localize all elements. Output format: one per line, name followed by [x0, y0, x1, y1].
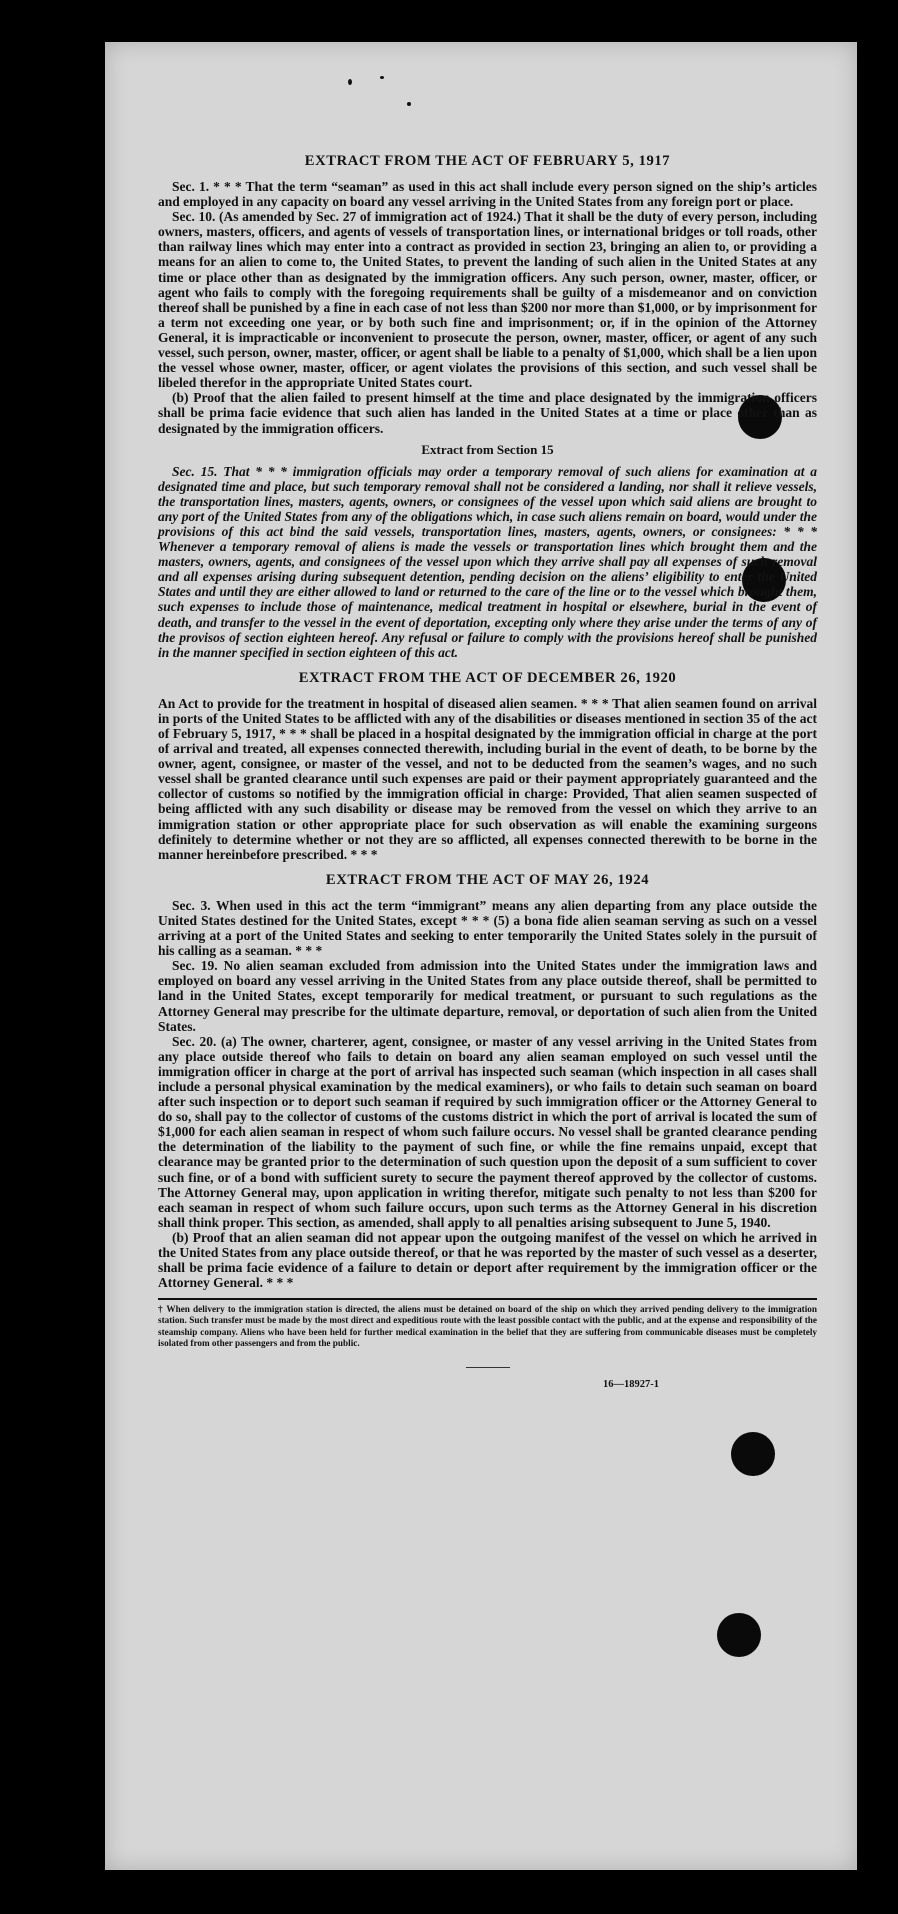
- punch-hole: [717, 1613, 761, 1657]
- document-page: [105, 42, 857, 1870]
- speck: [348, 79, 352, 85]
- heading-section-15: Extract from Section 15: [421, 441, 554, 457]
- footnote: † When delivery to the immigration station is directed, the aliens must be detained on board of the ship on which they arrived pending delivery to the immigration station. Such transfer must be made by the most direct and expeditious route with the least possible contact with the public, and at the expense and responsibility of the steamship company. Aliens who have been held for further medical examination in the belief that they are suffering from communicable diseases must be completely isolated from other passengers and from the public.: [158, 1298, 817, 1349]
- speck: [380, 76, 384, 79]
- form-number: 16—18927-1: [603, 1379, 659, 1391]
- paragraph-sec-10b: (b) Proof that the alien failed to present himself at the time and place designated by the immigration officers shall be prima facie evidence that such alien has landed in the United States at a time or place other than as designated by the immigration officers.: [158, 390, 817, 436]
- paragraph-act-1920: An Act to provide for the treatment in hospital of diseased alien seamen. * * * That alien seamen found on arrival in ports of the United States to be afflicted with any of the disabilities or diseases mentioned in section 35 of the act of February 5, 1917, * * * shall be placed in a hospital designated by the immigration official in charge at the port of arrival and treated, all expenses connected therewith, including burial in the event of death, to be borne by the owner, agent, consignee, or master of the vessel, and not to be deducted from the seamen’s wages, and no such vessel shall be granted clearance until such expenses are paid or their payment appropriately guaranteed and the collector of customs so notified by the immigration official in charge: Provided, That alien seamen suspected of being afflicted with any such disability or disease may be removed from the vessel on which they arrive to an immigration station or other appropriate place for such observation as will enable the examining surgeons definitely to determine whether or not they are so afflicted, all expenses connected therewith to be borne in the manner hereinbefore prescribed. * * *: [158, 695, 817, 862]
- paragraph-sec-20a: Sec. 20. (a) The owner, charterer, agent, consignee, or master of any vessel arriving in the United States from any place outside thereof who fails to detain on board any alien seaman employed on such vessel until the immigration officer in charge at the port of arrival has inspected such seaman (which inspection in all cases shall include a personal physical examination by the medical examiners), or who fails to detain such seaman on board after such inspection or to deport such seaman if required by such immigration officer or the Attorney General to do so, shall pay to the collector of customs of the customs district in which the port of arrival is located the sum of $1,000 for each alien seaman in respect of whom such failure occurs. No vessel shall be granted clearance pending the determination of the liability to the payment of such fine, or while the fine remains unpaid, except that clearance may be granted prior to the determination of such question upon the deposit of a sum sufficient to cover such fine, or of a bond with sufficient surety to secure the payment thereof approved by the collector of customs. The Attorney General may, upon application in writing therefor, mitigate such penalty to not less than $200 for each seaman in respect of whom such failure occurs, upon such terms as the Attorney General in his discretion shall think proper. This section, as amended, shall apply to all penalties arising subsequent to June 5, 1940.: [158, 1033, 817, 1230]
- speck: [407, 102, 411, 106]
- paragraph-sec-1: Sec. 1. * * * That the term “seaman” as used in this act shall include every person signed on the ship’s articles and employed in any capacity on board any vessel arriving in the United States from any foreign port or place.: [158, 179, 817, 210]
- heading-act-1917: EXTRACT FROM THE ACT OF FEBRUARY 5, 1917: [304, 153, 671, 169]
- paragraph-sec-3: Sec. 3. When used in this act the term “immigrant” means any alien departing from any place outside the United States destined for the United States, except * * * (5) a bona fide alien seaman serving as such on a vessel arriving at a port of the United States and seeking to enter temporarily the United States solely in the pursuit of his calling as a seaman. * * *: [158, 897, 817, 959]
- punch-hole: [731, 1432, 775, 1476]
- heading-act-1920: EXTRACT FROM THE ACT OF DECEMBER 26, 1920: [298, 669, 677, 686]
- heading-act-1924: EXTRACT FROM THE ACT OF MAY 26, 1924: [325, 871, 650, 888]
- document-body: [158, 149, 817, 1390]
- paragraph-sec-19: Sec. 19. No alien seaman excluded from admission into the United States under the immigration laws and employed on board any vessel arriving in the United States from any place outside thereof, shall be permitted to land in the United States, except temporarily for medical treatment, or pursuant to such regulations as the Attorney General may prescribe for the ultimate departure, removal, or deportation of such alien from the United States.: [158, 958, 817, 1034]
- footnote-rule: [158, 1355, 817, 1373]
- paragraph-sec-10: Sec. 10. (As amended by Sec. 27 of immigration act of 1924.) That it shall be the duty of every person, including owners, masters, officers, and agents of vessels of transportation lines, or international bridges or toll roads, other than railway lines which may enter into a contract as provided in section 23, bringing an alien to, or providing a means for an alien to come to, the United States, to prevent the landing of such alien in the United States at any time or place other than as designated by the immigration officers. Any such person, owner, master, officer, or agent who fails to comply with the foregoing requirements shall be guilty of a misdemeanor and on conviction thereof shall be punished by a fine in each case of not less than $200 nor more than $1,000, or by imprisonment for a term not exceeding one year, or by both such fine and imprisonment; or, if in the opinion of the Attorney General, it is impracticable or inconvenient to prosecute the person, owner, master, officer, or agent of any such vessel, such person, owner, master, officer, or agent shall be liable to a penalty of $1,000, which shall be a lien upon the vessel whose owner, master, officer, or agent violates the provisions of this section, and such vessel shall be libeled therefor in the appropriate United States court.: [158, 209, 817, 391]
- paragraph-sec-15: Sec. 15. That * * * immigration officials may order a temporary removal of such aliens for examination at a designated time and place, but such temporary removal shall not be considered a landing, nor shall it relieve vessels, the transportation lines, masters, agents, owners, or consignees of the vessel upon which said aliens are brought to any port of the United States from any of the obligations which, in case such aliens remain on board, would under the provisions of this act bind the said vessels, transportation lines, masters, agents, owners, or consignees: * * * Whenever a temporary removal of aliens is made the vessels or transportation lines which brought them and the masters, owners, agents, and consignees of the vessel upon which they arrive shall pay all expenses of such removal and all expenses arising during subsequent detention, pending decision on the aliens’ eligibility to enter the United States and until they are either allowed to land or returned to the care of the line or to the vessel which brought them, such expenses to include those of maintenance, medical treatment in hospital or elsewhere, burial in the event of death, and transfer to the vessel in the event of deportation, excepting only where they arise under the terms of any of the provisos of section eighteen hereof. Any refusal or failure to comply with the provisions hereof shall be punished in the manner specified in section eighteen of this act.: [158, 463, 817, 660]
- paragraph-sec-20b: (b) Proof that an alien seaman did not appear upon the outgoing manifest of the vessel on which he arrived in the United States from any place outside thereof, or that he was reported by the master of such vessel as a deserter, shall be prima facie evidence of a failure to detain or deport after requirement by the immigration officer or the Attorney General. * * *: [158, 1229, 817, 1291]
